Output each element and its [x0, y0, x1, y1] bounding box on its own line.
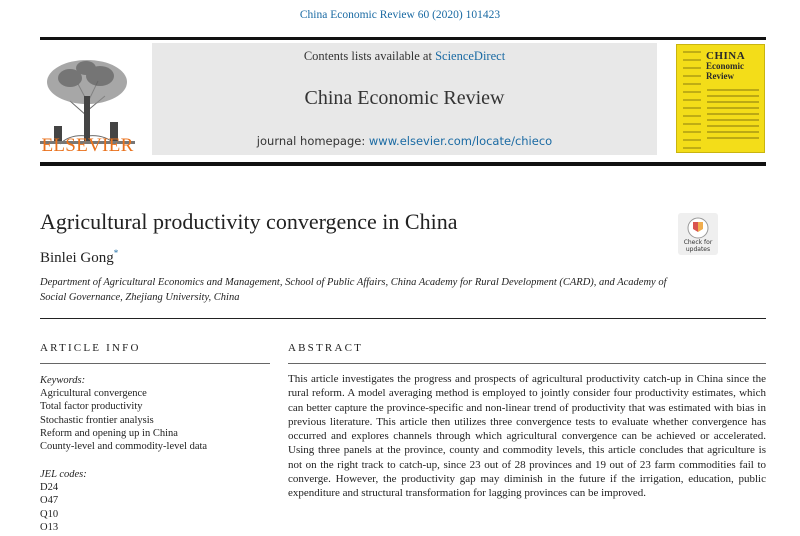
journal-title: China Economic Review: [304, 87, 505, 109]
keyword-item[interactable]: County-level and commodity-level data: [40, 441, 208, 453]
check-updates-label: [678, 239, 718, 253]
author-line: [40, 248, 118, 267]
abstract-text: This article investigates the progress and prospects of agricultural productivity catch-up in China since the rural reform. A model averaging method is employed to jointly consider four productivity estimates, which can better capture the province-specific and non-linear trend of productivity that was estimated with bias in previous literature. This article then utilizes three convergence tests to evaluate whether convergence has occurred and explores channels through which agricultural convergence can be achieved or accelerated. Using three panels at the province, county and commodity levels, this article concludes that agriculture is not on the right track to catch-up, since 23 out of 28 provinces and 19 out of 23 farm commodities fail to converge. However, the productivity gap may diminish in the future if the irrigation, education, public expenditure and structural transformation for lagging provinces can be improved.: [288, 373, 766, 500]
cover-title: [706, 51, 762, 81]
article-info-heading: ARTICLE INFO: [40, 342, 141, 354]
jel-codes-block: [40, 468, 280, 534]
keywords-block: [40, 374, 280, 453]
jel-code: D24: [40, 482, 59, 494]
keyword-item[interactable]: Agricultural convergence: [40, 388, 147, 400]
cover-title-line2: Economic: [706, 61, 744, 71]
cover-text-lines: [707, 89, 759, 143]
check-for-updates-button[interactable]: [678, 213, 718, 255]
contents-line: [152, 49, 657, 64]
author-affiliation: Department of Agricultural Economics and Management, School of Public Affairs, China Academy for Rural Development (CARD), and Academy of Social Governance, Zhejiang University, China: [40, 277, 667, 303]
corresponding-author-mark[interactable]: *: [113, 248, 119, 258]
elsevier-wordmark: ELSEVIER: [41, 135, 134, 156]
cover-title-line3: Review: [706, 71, 734, 81]
section-divider: [40, 318, 766, 319]
cover-title-line1: CHINA: [706, 50, 746, 62]
abstract-heading: ABSTRACT: [288, 342, 364, 354]
homepage-prefix: journal homepage:: [256, 134, 369, 148]
check-updates-line1: Check for: [683, 239, 713, 246]
jel-heading: JEL codes:: [40, 469, 87, 480]
homepage-link[interactable]: www.elsevier.com/locate/chieco: [368, 134, 553, 148]
author-name[interactable]: Binlei Gong: [40, 250, 114, 266]
keyword-item[interactable]: Reform and opening up in China: [40, 427, 178, 439]
jel-code: O13: [40, 521, 59, 533]
header-top-rule: [40, 37, 766, 40]
keyword-item[interactable]: Stochastic frontier analysis: [40, 414, 154, 426]
keyword-item[interactable]: Total factor productivity: [40, 401, 143, 413]
contents-prefix: Contents lists available at: [303, 49, 436, 63]
journal-cover-image[interactable]: [676, 44, 765, 153]
jel-code: O47: [40, 495, 59, 507]
keywords-heading: Keywords:: [40, 375, 86, 386]
journal-masthead: [152, 43, 657, 155]
check-updates-icon: [686, 216, 710, 240]
article-info-rule: [40, 363, 270, 364]
article-title: Agricultural productivity convergence in China: [40, 209, 458, 234]
homepage-line: [152, 134, 657, 148]
check-updates-line2: updates: [685, 246, 711, 253]
cover-side-lines: [683, 51, 701, 155]
jel-code: Q10: [40, 508, 59, 520]
journal-citation[interactable]: China Economic Review 60 (2020) 101423: [299, 9, 501, 21]
abstract-rule: [288, 363, 766, 364]
sciencedirect-link[interactable]: ScienceDirect: [435, 49, 506, 63]
header-bottom-rule: [40, 162, 766, 166]
